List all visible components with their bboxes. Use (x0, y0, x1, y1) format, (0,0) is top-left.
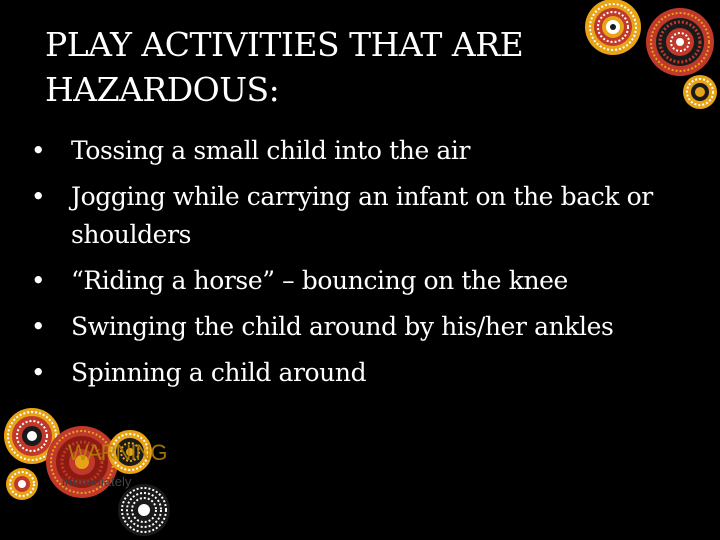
decor-bottom-left (0, 400, 180, 540)
bullet-icon: • (30, 182, 46, 211)
list-item (28, 262, 708, 300)
bullet-text: Tossing a small child into the air (71, 136, 471, 165)
watermark-text: WARNING (68, 440, 167, 465)
bullet-icon: • (30, 136, 46, 165)
bullet-list (28, 132, 708, 400)
dot-circle-icon (646, 8, 714, 76)
list-item (28, 308, 708, 346)
dot-circle-icon (6, 468, 38, 500)
bullet-text: Swinging the child around by his/her ankles (71, 312, 614, 341)
watermark-subtext: immediately (62, 474, 132, 489)
bullet-icon: • (30, 266, 46, 295)
dot-circle-icon (683, 75, 717, 109)
bullet-text: Spinning a child around (71, 358, 367, 387)
list-item (28, 354, 708, 392)
bullet-icon: • (30, 358, 46, 387)
dot-circle-icon (118, 484, 170, 536)
list-item (28, 178, 708, 254)
slide-title: PLAY ACTIVITIES THAT ARE HAZARDOUS: (45, 25, 524, 109)
list-item (28, 132, 708, 170)
dot-circle-icon (585, 0, 641, 55)
decor-top-right (580, 0, 720, 115)
bullet-text: Jogging while carrying an infant on the back or shoulders (71, 182, 653, 249)
bullet-text: “Riding a horse” – bouncing on the knee (71, 266, 568, 295)
bullet-icon: • (30, 312, 46, 341)
